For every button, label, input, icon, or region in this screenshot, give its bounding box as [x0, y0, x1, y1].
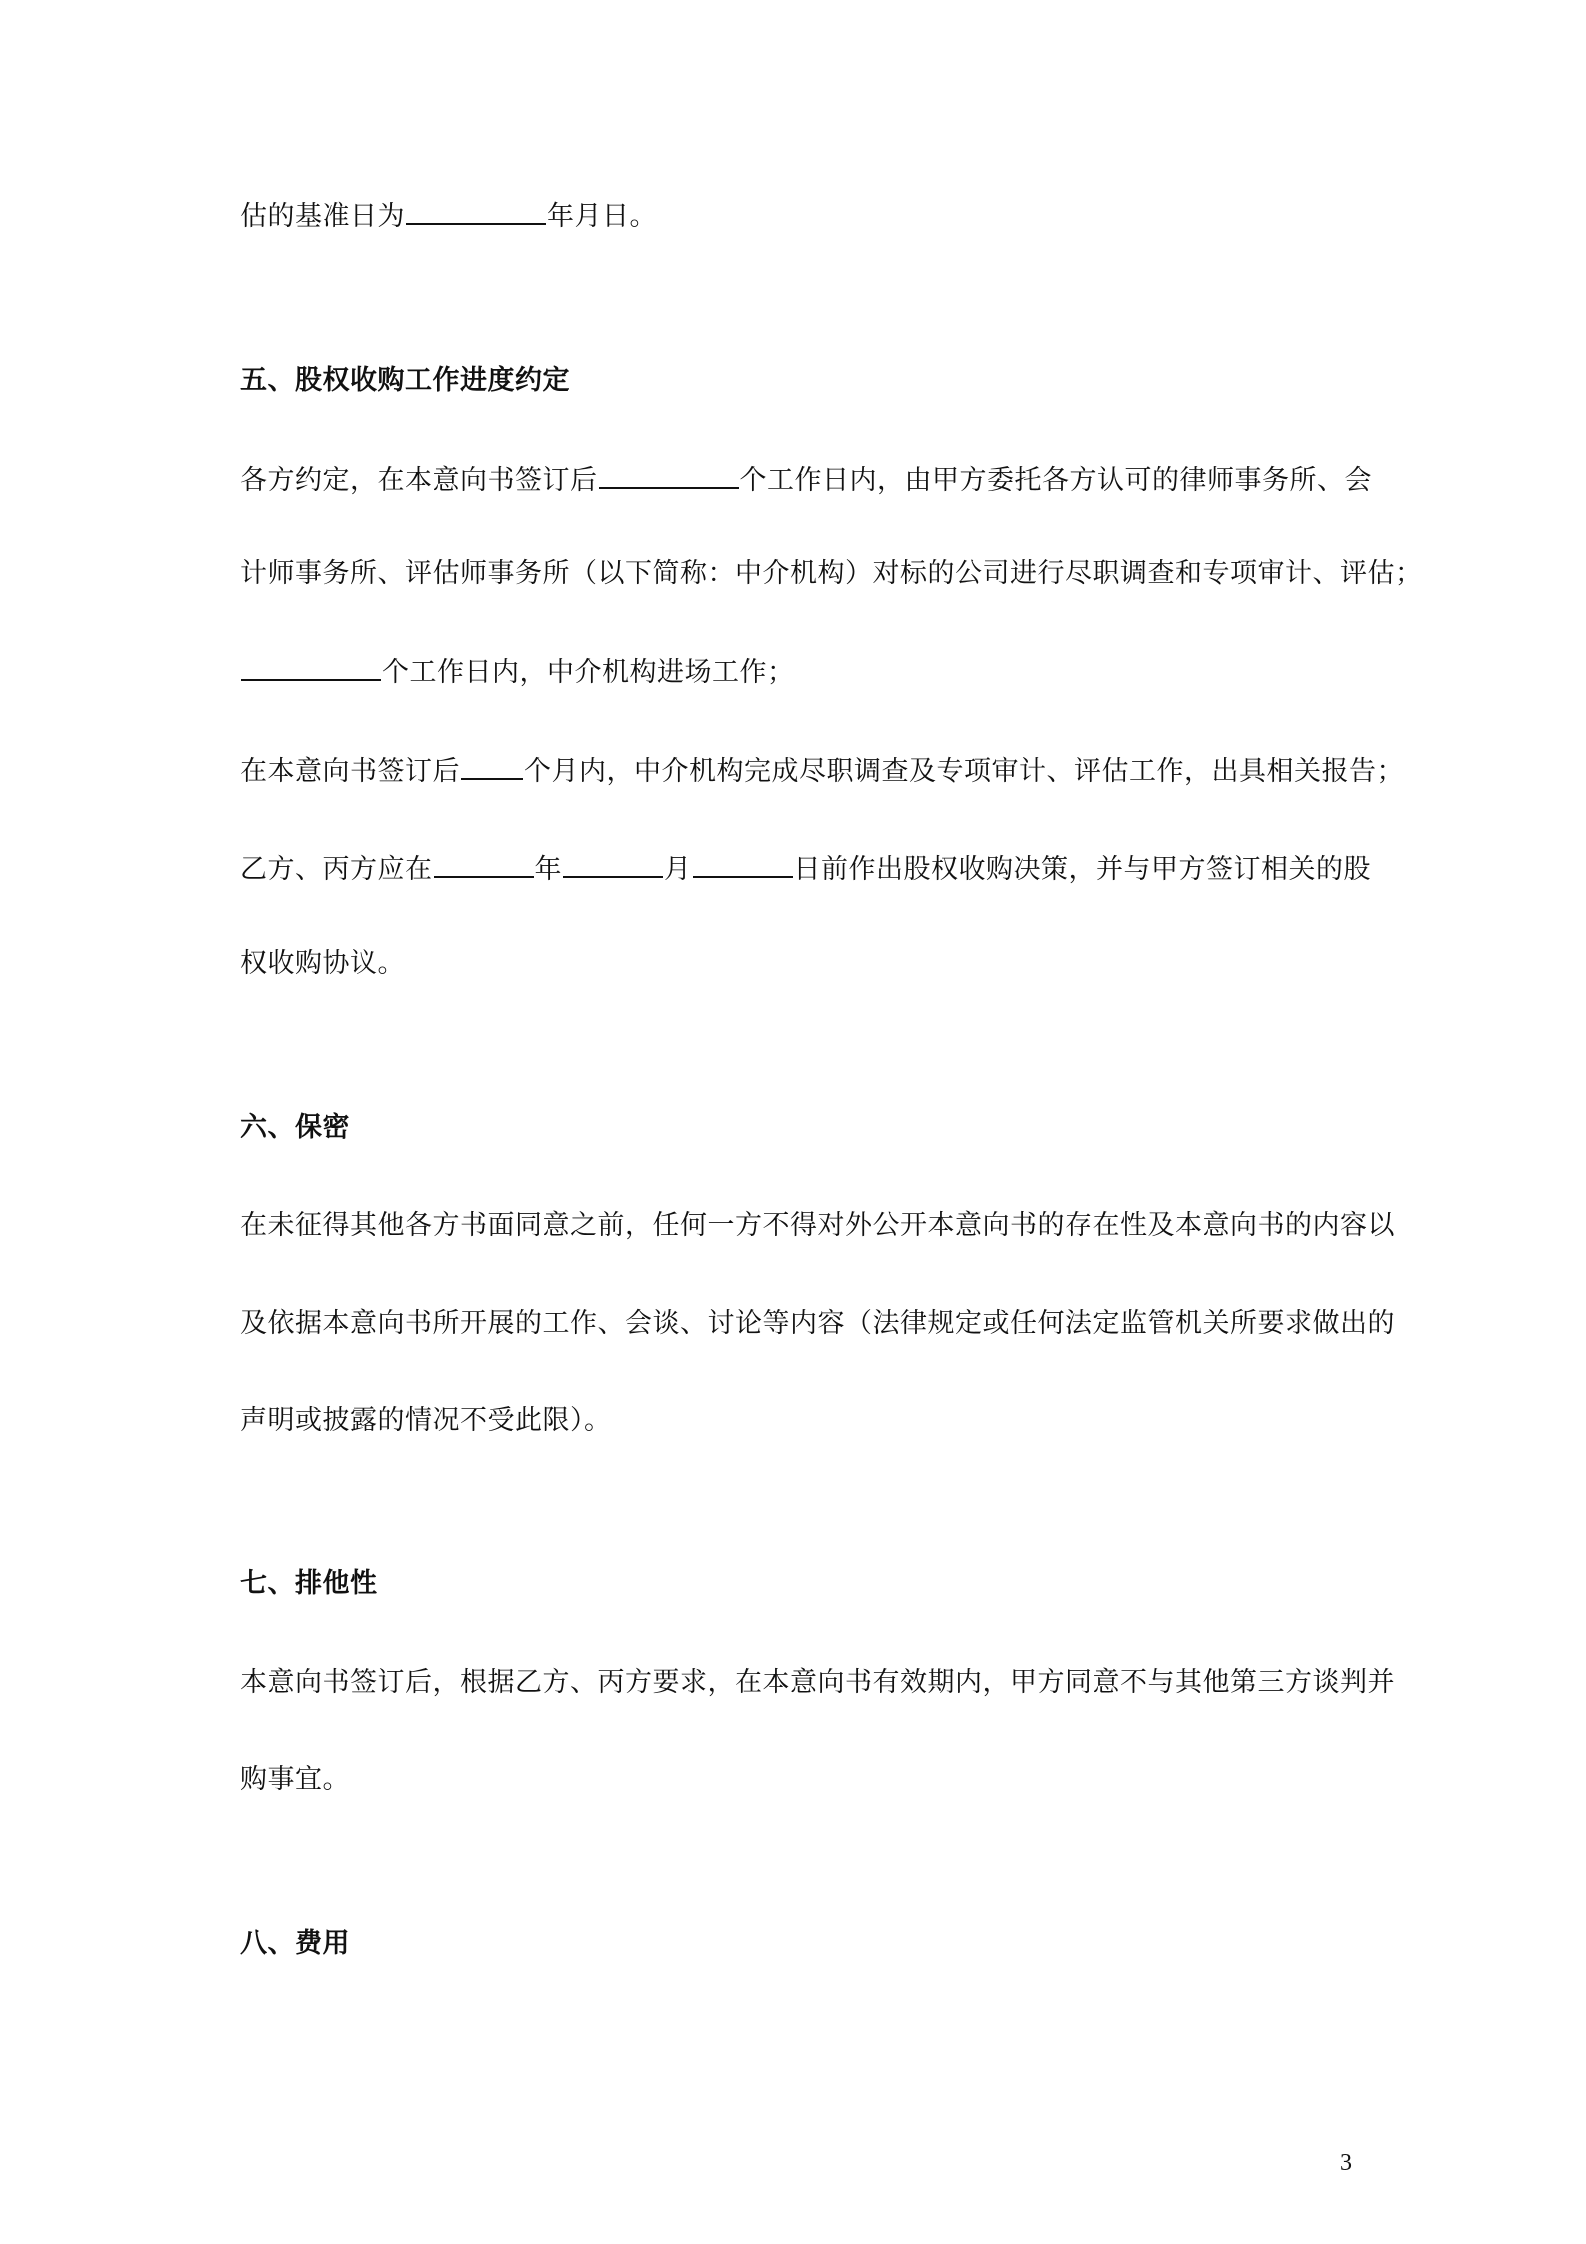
text-segment: 各方约定，在本意向书签订后	[240, 465, 598, 496]
blank-field-month	[563, 850, 663, 878]
section-heading-6: 六、保密	[240, 1112, 350, 1143]
text-line-schedule-3	[240, 653, 795, 693]
text-segment: 个工作日内，中介机构进场工作；	[382, 657, 795, 688]
blank-field	[406, 197, 546, 225]
text-line-confidentiality-3: 声明或披露的情况不受此限）。	[240, 1405, 612, 1436]
blank-field	[461, 752, 523, 780]
text-segment: 个月内，中介机构完成尽职调查及专项审计、评估工作，出具相关报告；	[524, 756, 1404, 787]
text-line-confidentiality-1: 在未征得其他各方书面同意之前，任何一方不得对外公开本意向书的存在性及本意向书的内容以	[240, 1210, 1395, 1241]
text-segment: 个工作日内，由甲方委托各方认可的律师事务所、会	[739, 465, 1372, 496]
blank-field	[599, 461, 739, 489]
text-line-valuation-date	[240, 197, 657, 237]
blank-field-day	[693, 850, 793, 878]
text-line-exclusivity-2: 购事宜。	[240, 1764, 350, 1795]
text-segment: 乙方、丙方应在	[240, 854, 433, 885]
section-heading-7: 七、排他性	[240, 1568, 378, 1599]
text-segment: 月	[664, 854, 692, 885]
text-line-exclusivity-1: 本意向书签订后，根据乙方、丙方要求，在本意向书有效期内，甲方同意不与其他第三方谈判并	[240, 1667, 1395, 1698]
text-line-schedule-5	[240, 850, 1371, 890]
text-segment: 日前作出股权收购决策，并与甲方签订相关的股	[793, 854, 1371, 885]
text-segment: 估的基准日为	[240, 201, 405, 232]
blank-field	[241, 653, 381, 681]
text-line-schedule-4	[240, 752, 1404, 792]
blank-field-year	[434, 850, 534, 878]
text-segment: 在本意向书签订后	[240, 756, 460, 787]
text-line-confidentiality-2: 及依据本意向书所开展的工作、会谈、讨论等内容（法律规定或任何法定监管机关所要求做出的	[240, 1308, 1395, 1339]
text-segment: 年	[534, 854, 562, 885]
text-segment: 年月日。	[547, 201, 657, 232]
text-line-schedule-1	[240, 461, 1372, 501]
section-heading-8: 八、费用	[240, 1928, 350, 1959]
text-line-schedule-6: 权收购协议。	[240, 948, 405, 979]
section-heading-5: 五、股权收购工作进度约定	[240, 365, 570, 396]
text-line-schedule-2: 计师事务所、评估师事务所（以下简称：中介机构）对标的公司进行尽职调查和专项审计、评估；	[240, 558, 1423, 589]
page-number: 3	[1340, 2150, 1352, 2176]
